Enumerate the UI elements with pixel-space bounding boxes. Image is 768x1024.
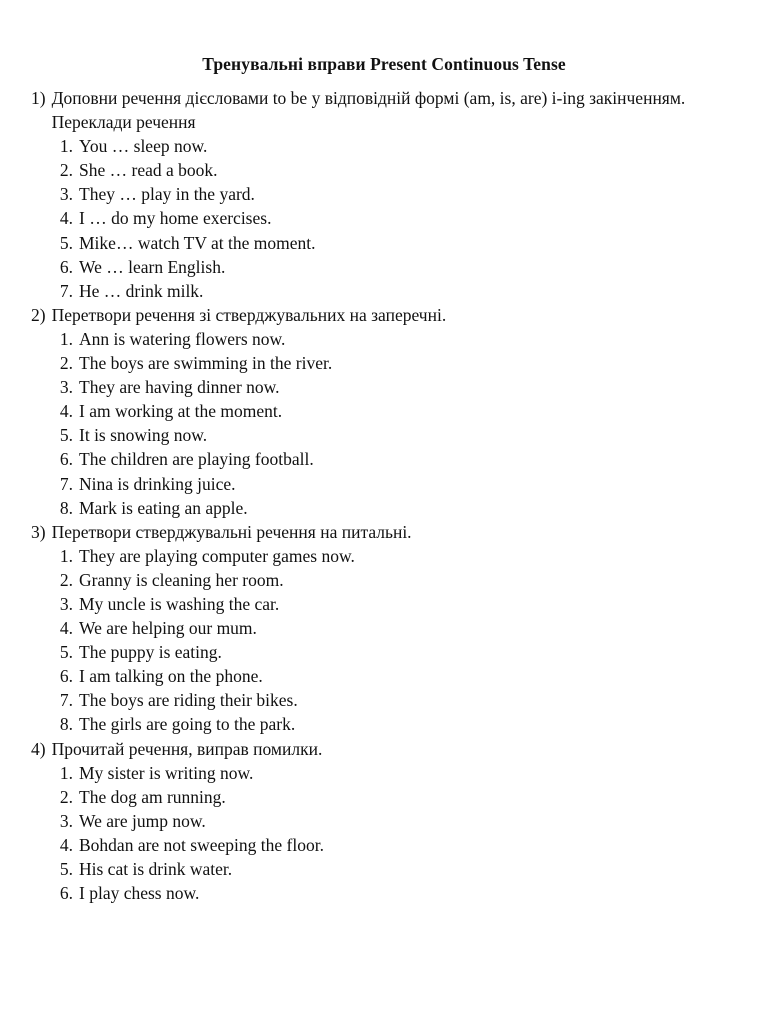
task-number: 2) (31, 304, 46, 325)
task-items (31, 134, 751, 303)
task-4 (31, 737, 751, 906)
task-1 (31, 86, 751, 303)
item-text: His cat is drink water. (79, 859, 233, 879)
item-number: 4. (59, 834, 73, 855)
item-text: She … read a book. (79, 160, 218, 181)
item-number: 4. (59, 208, 73, 229)
item-text: I … do my home exercises. (79, 208, 272, 229)
item-text: Ann is watering flowers now. (79, 328, 286, 349)
item-text: They are having dinner now. (79, 377, 280, 398)
item-number: 3. (59, 810, 73, 831)
worksheet-content (31, 86, 751, 905)
task-heading (31, 86, 751, 134)
item-number: 8. (59, 714, 73, 735)
item-number: 8. (59, 497, 73, 518)
item-number: 6. (59, 666, 73, 687)
item-number: 3. (59, 184, 73, 205)
list-item (31, 423, 751, 447)
list-item (31, 327, 751, 351)
item-text: It is snowing now. (79, 425, 208, 446)
item-text: The puppy is eating. (79, 642, 222, 663)
item-text: Nina is drinking juice. (79, 473, 236, 494)
task-2 (31, 303, 751, 520)
list-item (31, 472, 751, 496)
item-text: Bohdan are not sweeping the floor. (79, 834, 324, 855)
list-item (31, 279, 751, 303)
task-number: 1) (31, 88, 46, 108)
list-item (31, 399, 751, 423)
item-text: I play chess now. (79, 883, 200, 904)
list-item (31, 158, 751, 182)
item-text: The children are playing football. (79, 449, 314, 470)
task-number: 4) (31, 738, 46, 759)
item-text: The boys are riding their bikes. (79, 690, 298, 711)
task-heading (31, 303, 751, 327)
list-item (31, 447, 751, 471)
item-number: 2. (59, 160, 73, 181)
list-item (31, 785, 751, 809)
list-item (31, 592, 751, 616)
task-instruction: Перетвори стверджувальні речення на питальні. (51, 521, 412, 542)
item-text: You … sleep now. (79, 136, 208, 157)
item-text: The dog am running. (79, 786, 226, 807)
list-item (31, 351, 751, 375)
item-number: 1. (59, 545, 73, 566)
item-number: 1. (59, 328, 73, 349)
item-text: The girls are going to the park. (79, 714, 296, 735)
list-item (31, 206, 751, 230)
list-item (31, 664, 751, 688)
list-item (31, 761, 751, 785)
list-item (31, 857, 751, 881)
item-number: 2. (59, 353, 73, 374)
task-3 (31, 520, 751, 737)
list-item (31, 640, 751, 664)
item-number: 4. (59, 401, 73, 422)
list-item (31, 688, 751, 712)
item-number: 6. (59, 256, 73, 277)
item-number: 6. (59, 449, 73, 470)
item-text: I am talking on the phone. (79, 666, 263, 687)
item-number: 2. (59, 569, 73, 590)
list-item (31, 809, 751, 833)
task-heading (31, 737, 751, 761)
list-item (31, 544, 751, 568)
list-item (31, 496, 751, 520)
item-text: They are playing computer games now. (79, 545, 355, 566)
list-item (31, 881, 751, 905)
task-heading (31, 520, 751, 544)
list-item (31, 712, 751, 736)
item-number: 1. (59, 762, 73, 783)
task-instruction: Прочитай речення, виправ помилки. (51, 738, 323, 759)
item-number: 2. (59, 786, 73, 807)
item-text: Granny is cleaning her room. (79, 569, 284, 590)
item-number: 1. (59, 136, 73, 157)
list-item (31, 182, 751, 206)
item-text: I am working at the moment. (79, 401, 283, 422)
list-item (31, 833, 751, 857)
item-number: 3. (59, 377, 73, 398)
item-number: 5. (59, 425, 73, 446)
item-number: 7. (59, 280, 73, 301)
list-item (31, 134, 751, 158)
item-text: My sister is writing now. (79, 762, 254, 783)
item-number: 7. (59, 473, 73, 494)
item-number: 5. (59, 232, 73, 253)
list-item (31, 255, 751, 279)
list-item (31, 375, 751, 399)
item-text: My uncle is washing the car. (79, 593, 280, 614)
task-items (31, 327, 751, 520)
task-instruction: Доповни речення дієсловами to be у відповідній формі (am, is, are) і-ing закінченням. Переклади речення (51, 88, 686, 133)
list-item (31, 231, 751, 255)
item-text: He … drink milk. (79, 280, 204, 301)
item-number: 4. (59, 618, 73, 639)
worksheet-title: Тренувальні вправи Present Continuous Tense (202, 54, 566, 74)
item-number: 6. (59, 883, 73, 904)
item-text: We … learn English. (79, 256, 226, 277)
item-text: We are helping our mum. (79, 618, 257, 639)
item-number: 5. (59, 642, 73, 663)
item-text: The boys are swimming in the river. (79, 353, 333, 374)
item-number: 3. (59, 593, 73, 614)
task-items (31, 544, 751, 737)
task-items (31, 761, 751, 906)
item-text: We are jump now. (79, 810, 206, 831)
item-text: They … play in the yard. (79, 184, 255, 205)
task-number: 3) (31, 521, 46, 542)
list-item (31, 616, 751, 640)
task-instruction: Перетвори речення зі стверджувальних на заперечні. (51, 304, 447, 325)
item-number: 7. (59, 690, 73, 711)
list-item (31, 568, 751, 592)
item-number: 5. (59, 859, 73, 879)
item-text: Mike… watch TV at the moment. (79, 232, 316, 253)
item-text: Mark is eating an apple. (79, 497, 248, 518)
